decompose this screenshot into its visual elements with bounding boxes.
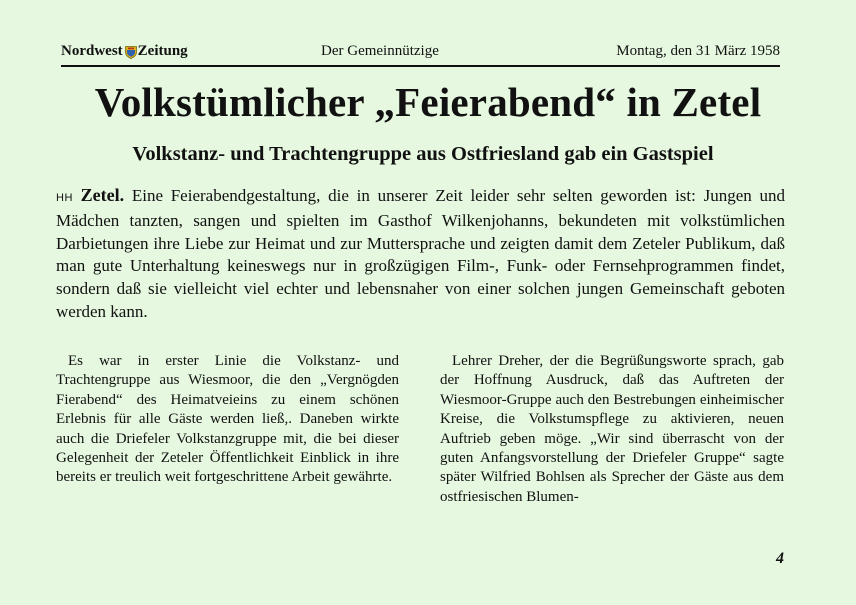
newspaper-name-part2: Zeitung <box>137 43 188 59</box>
column-right-text: Lehrer Dreher, der die Begrüßungsworte sprach, gab der Hoffnung Ausdruck, daß das Auftreten der Wiesmoor-Gruppe auch den Bestrebungen einheimischer Kreise, die Volkstumspflege zu aktivieren, neuen Auftrieb geben möge. „Wir sind überrascht von der guten Anfangsvorstellung der Driefeler Gruppe“ sagte später Wilfried Bohlsen als Sprecher der Gäste aus dem ostfriesischen Blumen- <box>440 353 784 505</box>
newspaper-name <box>61 43 188 60</box>
lead-paragraph <box>56 184 785 324</box>
column-left-text: Es war in erster Linie die Volkstanz- und Trachtengruppe aus Wiesmoor, die den „Vergnögden Fierabend“ des Heimatveieins zu einem schönen Erlebnis für alle Gäste werden ließ,. Daneben wirkte auch die Driefeler Volkstanzgruppe mit, die bei dieser Gelegenheit der Zeteler Öffentlichkeit Einblick in ihre bereits er treulich weit fortgeschrittene Arbeit gewährte. <box>56 353 399 486</box>
issue-date: Montag, den 31 März 1958 <box>616 43 780 59</box>
section-title: Der Gemeinnützige <box>321 43 439 59</box>
article-subheadline: Volkstanz- und Trachtengruppe aus Ostfriesland gab ein Gastspiel <box>132 143 714 165</box>
article-headline: Volkstümlicher „Feierabend“ in Zetel <box>94 79 762 125</box>
lead-text: Eine Feierabendgestaltung, die in unserer Zeit leider sehr selten geworden ist: Jungen und Mädchen tanzten, sangen und spielten im Gasthof Wilkenjohanns, bekundeten mit volkstümlichen Darbietungen ihre Liebe zur Heimat und zur Muttersprache und zeigten damit dem Zeteler Publikum, daß man gute Unterhaltung keineswegs nur in großzügigen Film-, Funk- oder Fernsehprogrammen findet, sondern daß sie vielleicht viel echter und lebensnaher von einer solchen jungen Gemeinschaft geboten werden kann. <box>56 186 785 321</box>
article-column-left <box>56 352 399 488</box>
dateline-place: Zetel. <box>80 185 125 205</box>
author-initials: HH <box>56 192 73 204</box>
article-column-right <box>440 352 784 507</box>
masthead <box>61 43 780 67</box>
coat-of-arms-icon <box>125 46 137 59</box>
page-number: 4 <box>776 550 784 567</box>
newspaper-name-part1: Nordwest <box>61 43 123 59</box>
